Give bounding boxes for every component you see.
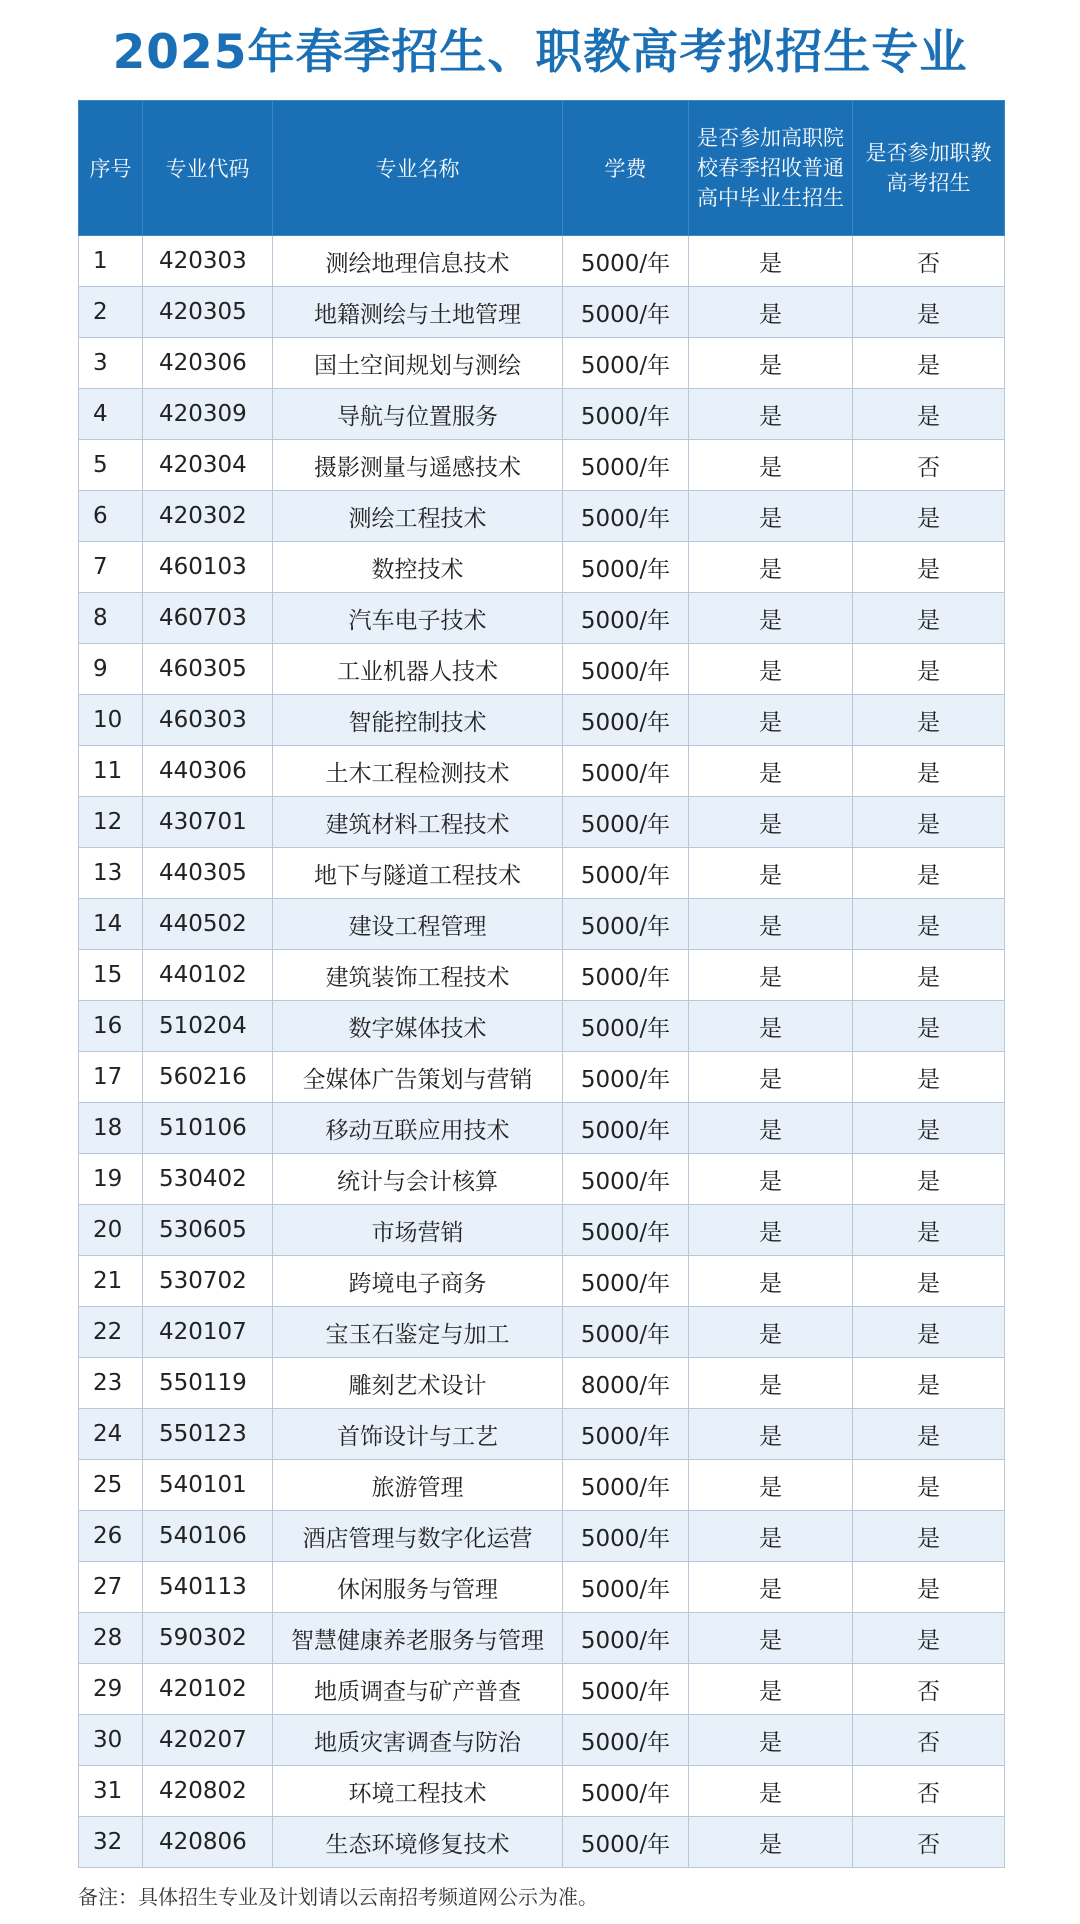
- spring-enrollment-cell: 是: [689, 1001, 853, 1052]
- table-row: [79, 1664, 1005, 1715]
- major-code-cell: 420802: [143, 1766, 273, 1817]
- major-code-cell: 420102: [143, 1664, 273, 1715]
- table-row: [79, 644, 1005, 695]
- vocational-exam-cell: 是: [853, 1358, 1005, 1409]
- major-name-cell: 市场营销: [273, 1205, 563, 1256]
- table-row: [79, 287, 1005, 338]
- major-name-cell: 生态环境修复技术: [273, 1817, 563, 1868]
- table-row: [79, 1052, 1005, 1103]
- tuition-cell: 5000/年: [563, 1052, 689, 1103]
- vocational-exam-cell: 否: [853, 1664, 1005, 1715]
- row-index-cell: 21: [79, 1256, 143, 1307]
- spring-enrollment-cell: 是: [689, 389, 853, 440]
- table-row: [79, 1358, 1005, 1409]
- row-index-cell: 26: [79, 1511, 143, 1562]
- header-index: 序号: [79, 101, 143, 236]
- major-name-cell: 国土空间规划与测绘: [273, 338, 563, 389]
- tuition-cell: 5000/年: [563, 338, 689, 389]
- major-code-cell: 460303: [143, 695, 273, 746]
- table-row: [79, 848, 1005, 899]
- vocational-exam-cell: 是: [853, 1409, 1005, 1460]
- spring-enrollment-cell: 是: [689, 797, 853, 848]
- tuition-cell: 5000/年: [563, 1766, 689, 1817]
- spring-enrollment-cell: 是: [689, 746, 853, 797]
- vocational-exam-cell: 是: [853, 1562, 1005, 1613]
- major-name-cell: 首饰设计与工艺: [273, 1409, 563, 1460]
- header-vocational-exam: 是否参加职教高考招生: [853, 101, 1005, 236]
- table-row: [79, 440, 1005, 491]
- table-row: [79, 746, 1005, 797]
- vocational-exam-cell: 是: [853, 1052, 1005, 1103]
- footnote: 备注：具体招生专业及计划请以云南招考频道网公示为准。: [78, 1885, 598, 1909]
- header-tuition: 学费: [563, 101, 689, 236]
- major-code-cell: 440502: [143, 899, 273, 950]
- spring-enrollment-cell: 是: [689, 1409, 853, 1460]
- spring-enrollment-cell: 是: [689, 1154, 853, 1205]
- vocational-exam-cell: 否: [853, 1817, 1005, 1868]
- table-row: [79, 1409, 1005, 1460]
- table-row: [79, 1256, 1005, 1307]
- row-index-cell: 30: [79, 1715, 143, 1766]
- major-name-cell: 地质调查与矿产普查: [273, 1664, 563, 1715]
- table-row: [79, 1613, 1005, 1664]
- major-code-cell: 420306: [143, 338, 273, 389]
- major-name-cell: 导航与位置服务: [273, 389, 563, 440]
- major-name-cell: 建筑材料工程技术: [273, 797, 563, 848]
- vocational-exam-cell: 是: [853, 1511, 1005, 1562]
- vocational-exam-cell: 是: [853, 287, 1005, 338]
- vocational-exam-cell: 是: [853, 593, 1005, 644]
- table-row: [79, 1766, 1005, 1817]
- major-code-cell: 510106: [143, 1103, 273, 1154]
- row-index-cell: 6: [79, 491, 143, 542]
- tuition-cell: 5000/年: [563, 1817, 689, 1868]
- row-index-cell: 28: [79, 1613, 143, 1664]
- table-row: [79, 695, 1005, 746]
- tuition-cell: 5000/年: [563, 1562, 689, 1613]
- spring-enrollment-cell: 是: [689, 287, 853, 338]
- vocational-exam-cell: 是: [853, 1154, 1005, 1205]
- major-name-cell: 跨境电子商务: [273, 1256, 563, 1307]
- spring-enrollment-cell: 是: [689, 1460, 853, 1511]
- row-index-cell: 15: [79, 950, 143, 1001]
- table-row: [79, 542, 1005, 593]
- major-name-cell: 移动互联应用技术: [273, 1103, 563, 1154]
- row-index-cell: 4: [79, 389, 143, 440]
- major-code-cell: 550123: [143, 1409, 273, 1460]
- major-name-cell: 地质灾害调查与防治: [273, 1715, 563, 1766]
- spring-enrollment-cell: 是: [689, 1307, 853, 1358]
- major-code-cell: 440102: [143, 950, 273, 1001]
- vocational-exam-cell: 是: [853, 950, 1005, 1001]
- row-index-cell: 27: [79, 1562, 143, 1613]
- tuition-cell: 5000/年: [563, 593, 689, 644]
- table-row: [79, 1154, 1005, 1205]
- spring-enrollment-cell: 是: [689, 1256, 853, 1307]
- row-index-cell: 24: [79, 1409, 143, 1460]
- row-index-cell: 10: [79, 695, 143, 746]
- header-spring-enrollment: 是否参加高职院校春季招收普通高中毕业生招生: [689, 101, 853, 236]
- spring-enrollment-cell: 是: [689, 338, 853, 389]
- major-name-cell: 智慧健康养老服务与管理: [273, 1613, 563, 1664]
- tuition-cell: 5000/年: [563, 1715, 689, 1766]
- vocational-exam-cell: 否: [853, 236, 1005, 287]
- vocational-exam-cell: 是: [853, 491, 1005, 542]
- tuition-cell: 5000/年: [563, 1103, 689, 1154]
- tuition-cell: 5000/年: [563, 440, 689, 491]
- major-code-cell: 420107: [143, 1307, 273, 1358]
- vocational-exam-cell: 是: [853, 1460, 1005, 1511]
- tuition-cell: 5000/年: [563, 848, 689, 899]
- major-code-cell: 430701: [143, 797, 273, 848]
- table-row: [79, 593, 1005, 644]
- major-code-cell: 530402: [143, 1154, 273, 1205]
- major-code-cell: 420302: [143, 491, 273, 542]
- tuition-cell: 5000/年: [563, 389, 689, 440]
- majors-table: [78, 100, 1005, 1868]
- row-index-cell: 29: [79, 1664, 143, 1715]
- spring-enrollment-cell: 是: [689, 899, 853, 950]
- major-code-cell: 540113: [143, 1562, 273, 1613]
- row-index-cell: 12: [79, 797, 143, 848]
- table-row: [79, 950, 1005, 1001]
- vocational-exam-cell: 是: [853, 338, 1005, 389]
- major-code-cell: 550119: [143, 1358, 273, 1409]
- vocational-exam-cell: 是: [853, 1307, 1005, 1358]
- spring-enrollment-cell: 是: [689, 1103, 853, 1154]
- major-code-cell: 540106: [143, 1511, 273, 1562]
- spring-enrollment-cell: 是: [689, 236, 853, 287]
- vocational-exam-cell: 是: [853, 899, 1005, 950]
- tuition-cell: 5000/年: [563, 1154, 689, 1205]
- major-name-cell: 测绘地理信息技术: [273, 236, 563, 287]
- table-row: [79, 236, 1005, 287]
- row-index-cell: 13: [79, 848, 143, 899]
- major-name-cell: 环境工程技术: [273, 1766, 563, 1817]
- tuition-cell: 5000/年: [563, 1409, 689, 1460]
- spring-enrollment-cell: 是: [689, 950, 853, 1001]
- spring-enrollment-cell: 是: [689, 440, 853, 491]
- major-name-cell: 数控技术: [273, 542, 563, 593]
- spring-enrollment-cell: 是: [689, 695, 853, 746]
- major-name-cell: 土木工程检测技术: [273, 746, 563, 797]
- spring-enrollment-cell: 是: [689, 1664, 853, 1715]
- spring-enrollment-cell: 是: [689, 1715, 853, 1766]
- tuition-cell: 5000/年: [563, 1460, 689, 1511]
- row-index-cell: 16: [79, 1001, 143, 1052]
- major-code-cell: 560216: [143, 1052, 273, 1103]
- row-index-cell: 32: [79, 1817, 143, 1868]
- header-major-name: 专业名称: [273, 101, 563, 236]
- vocational-exam-cell: 是: [853, 1256, 1005, 1307]
- major-name-cell: 数字媒体技术: [273, 1001, 563, 1052]
- row-index-cell: 23: [79, 1358, 143, 1409]
- row-index-cell: 19: [79, 1154, 143, 1205]
- row-index-cell: 18: [79, 1103, 143, 1154]
- row-index-cell: 2: [79, 287, 143, 338]
- major-code-cell: 510204: [143, 1001, 273, 1052]
- table-row: [79, 1511, 1005, 1562]
- vocational-exam-cell: 是: [853, 542, 1005, 593]
- spring-enrollment-cell: 是: [689, 1052, 853, 1103]
- row-index-cell: 9: [79, 644, 143, 695]
- table-row: [79, 1817, 1005, 1868]
- spring-enrollment-cell: 是: [689, 542, 853, 593]
- vocational-exam-cell: 是: [853, 644, 1005, 695]
- spring-enrollment-cell: 是: [689, 491, 853, 542]
- spring-enrollment-cell: 是: [689, 1358, 853, 1409]
- tuition-cell: 5000/年: [563, 1256, 689, 1307]
- tuition-cell: 5000/年: [563, 1613, 689, 1664]
- spring-enrollment-cell: 是: [689, 1613, 853, 1664]
- spring-enrollment-cell: 是: [689, 1205, 853, 1256]
- table-row: [79, 1103, 1005, 1154]
- tuition-cell: 5000/年: [563, 1511, 689, 1562]
- tuition-cell: 5000/年: [563, 1001, 689, 1052]
- major-name-cell: 休闲服务与管理: [273, 1562, 563, 1613]
- row-index-cell: 1: [79, 236, 143, 287]
- row-index-cell: 5: [79, 440, 143, 491]
- spring-enrollment-cell: 是: [689, 1766, 853, 1817]
- major-name-cell: 雕刻艺术设计: [273, 1358, 563, 1409]
- row-index-cell: 14: [79, 899, 143, 950]
- row-index-cell: 17: [79, 1052, 143, 1103]
- spring-enrollment-cell: 是: [689, 1817, 853, 1868]
- table-row: [79, 1307, 1005, 1358]
- major-name-cell: 地籍测绘与土地管理: [273, 287, 563, 338]
- vocational-exam-cell: 是: [853, 1205, 1005, 1256]
- tuition-cell: 5000/年: [563, 491, 689, 542]
- major-name-cell: 工业机器人技术: [273, 644, 563, 695]
- spring-enrollment-cell: 是: [689, 848, 853, 899]
- vocational-exam-cell: 是: [853, 695, 1005, 746]
- vocational-exam-cell: 否: [853, 440, 1005, 491]
- tuition-cell: 5000/年: [563, 287, 689, 338]
- vocational-exam-cell: 是: [853, 1103, 1005, 1154]
- major-name-cell: 宝玉石鉴定与加工: [273, 1307, 563, 1358]
- tuition-cell: 5000/年: [563, 1307, 689, 1358]
- major-name-cell: 智能控制技术: [273, 695, 563, 746]
- tuition-cell: 5000/年: [563, 695, 689, 746]
- major-code-cell: 460305: [143, 644, 273, 695]
- major-name-cell: 测绘工程技术: [273, 491, 563, 542]
- major-name-cell: 酒店管理与数字化运营: [273, 1511, 563, 1562]
- vocational-exam-cell: 否: [853, 1766, 1005, 1817]
- major-code-cell: 540101: [143, 1460, 273, 1511]
- tuition-cell: 8000/年: [563, 1358, 689, 1409]
- tuition-cell: 5000/年: [563, 542, 689, 593]
- major-code-cell: 530605: [143, 1205, 273, 1256]
- row-index-cell: 22: [79, 1307, 143, 1358]
- table-row: [79, 491, 1005, 542]
- major-code-cell: 530702: [143, 1256, 273, 1307]
- major-name-cell: 建筑装饰工程技术: [273, 950, 563, 1001]
- major-name-cell: 统计与会计核算: [273, 1154, 563, 1205]
- major-code-cell: 420309: [143, 389, 273, 440]
- table-header-row: [79, 101, 1005, 236]
- major-name-cell: 全媒体广告策划与营销: [273, 1052, 563, 1103]
- row-index-cell: 8: [79, 593, 143, 644]
- vocational-exam-cell: 否: [853, 1715, 1005, 1766]
- spring-enrollment-cell: 是: [689, 1511, 853, 1562]
- page-title: 2025年春季招生、职教高考拟招生专业: [112, 25, 968, 80]
- major-code-cell: 440306: [143, 746, 273, 797]
- tuition-cell: 5000/年: [563, 797, 689, 848]
- table-row: [79, 797, 1005, 848]
- tuition-cell: 5000/年: [563, 1664, 689, 1715]
- vocational-exam-cell: 是: [853, 848, 1005, 899]
- major-code-cell: 420806: [143, 1817, 273, 1868]
- tuition-cell: 5000/年: [563, 1205, 689, 1256]
- header-major-code: 专业代码: [143, 101, 273, 236]
- tuition-cell: 5000/年: [563, 950, 689, 1001]
- major-code-cell: 460703: [143, 593, 273, 644]
- row-index-cell: 11: [79, 746, 143, 797]
- spring-enrollment-cell: 是: [689, 1562, 853, 1613]
- major-code-cell: 590302: [143, 1613, 273, 1664]
- major-name-cell: 汽车电子技术: [273, 593, 563, 644]
- table-row: [79, 1715, 1005, 1766]
- table-row: [79, 389, 1005, 440]
- table-row: [79, 1460, 1005, 1511]
- major-code-cell: 420207: [143, 1715, 273, 1766]
- tuition-cell: 5000/年: [563, 746, 689, 797]
- major-name-cell: 地下与隧道工程技术: [273, 848, 563, 899]
- tuition-cell: 5000/年: [563, 644, 689, 695]
- table-row: [79, 1562, 1005, 1613]
- major-code-cell: 460103: [143, 542, 273, 593]
- row-index-cell: 3: [79, 338, 143, 389]
- major-name-cell: 旅游管理: [273, 1460, 563, 1511]
- tuition-cell: 5000/年: [563, 236, 689, 287]
- table-row: [79, 899, 1005, 950]
- vocational-exam-cell: 是: [853, 389, 1005, 440]
- vocational-exam-cell: 是: [853, 746, 1005, 797]
- vocational-exam-cell: 是: [853, 1001, 1005, 1052]
- major-code-cell: 420304: [143, 440, 273, 491]
- major-name-cell: 建设工程管理: [273, 899, 563, 950]
- table-row: [79, 338, 1005, 389]
- table-row: [79, 1001, 1005, 1052]
- major-name-cell: 摄影测量与遥感技术: [273, 440, 563, 491]
- vocational-exam-cell: 是: [853, 1613, 1005, 1664]
- row-index-cell: 7: [79, 542, 143, 593]
- spring-enrollment-cell: 是: [689, 644, 853, 695]
- table-body: [79, 236, 1005, 1868]
- tuition-cell: 5000/年: [563, 899, 689, 950]
- table-row: [79, 1205, 1005, 1256]
- row-index-cell: 31: [79, 1766, 143, 1817]
- row-index-cell: 25: [79, 1460, 143, 1511]
- major-code-cell: 420305: [143, 287, 273, 338]
- major-code-cell: 420303: [143, 236, 273, 287]
- spring-enrollment-cell: 是: [689, 593, 853, 644]
- major-code-cell: 440305: [143, 848, 273, 899]
- vocational-exam-cell: 是: [853, 797, 1005, 848]
- row-index-cell: 20: [79, 1205, 143, 1256]
